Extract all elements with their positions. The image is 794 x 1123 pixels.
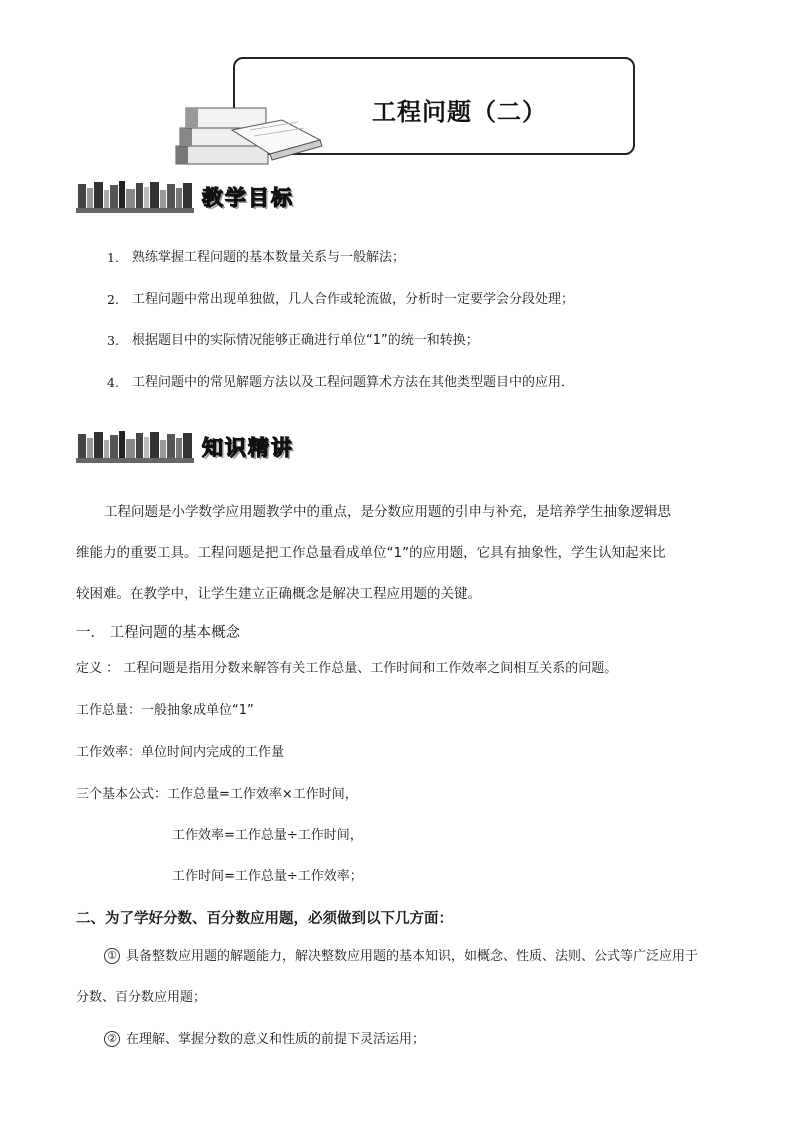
list-item: 1. 熟练掌握工程问题的基本数量关系与一般解法； (107, 250, 406, 265)
circled-number-2: ② (104, 1031, 120, 1047)
list-item: 2. 工程问题中常出现单独做，几人合作或轮流做，分析时一定要学会分段处理； (107, 292, 575, 307)
formula-1: 三个基本公式：工作总量=工作效率×工作时间， (76, 787, 358, 802)
knowledge-banner (76, 428, 316, 468)
work-total-text: 工作总量：一般抽象成单位“1” (76, 703, 254, 718)
part2-item-2: ② 在理解、掌握分数的意义和性质的前提下灵活运用； (104, 1031, 425, 1048)
part2-heading: 二、为了学好分数、百分数应用题，必须做到以下几方面： (76, 911, 453, 927)
circled-number-1: ① (104, 948, 120, 964)
list-item: 4. 工程问题中的常见解题方法以及工程问题算术方法在其他类型题目中的应用． (107, 375, 575, 390)
formula-3: 工作时间=工作总量÷工作效率； (172, 869, 363, 884)
work-efficiency-text: 工作效率：单位时间内完成的工作量 (76, 745, 285, 760)
list-item: 3. 根据题目中的实际情况能够正确进行单位“1”的统一和转换； (107, 333, 479, 348)
page-title: 工程问题（二） (372, 98, 547, 126)
intro-line-3: 较困难。在教学中，让学生建立正确概念是解决工程应用题的关键。 (76, 586, 481, 602)
formula-2: 工作效率=工作总量÷工作时间， (172, 828, 363, 843)
part2-item-1-continuation: 分数、百分数应用题； (76, 990, 207, 1005)
books-illustration-icon (170, 100, 330, 170)
bookshelf-icon (76, 178, 196, 214)
intro-line-2: 维能力的重要工具。工程问题是把工作总量看成单位“1”的应用题，它具有抽象性，学生认知起来比 (76, 545, 666, 561)
objectives-title: 教学目标 (202, 186, 294, 210)
bookshelf-icon (76, 428, 196, 464)
definition-text: 定义 ： 工程问题是指用分数来解答有关工作总量、工作时间和工作效率之间相互关系的问题。 (76, 661, 618, 676)
objectives-banner (76, 178, 316, 218)
intro-line-1: 工程问题是小学数学应用题教学中的重点，是分数应用题的引申与补充，是培养学生抽象逻辑思 (104, 504, 671, 520)
part2-item-1: ① 具备整数应用题的解题能力，解决整数应用题的基本知识，如概念、性质、法则、公式等广泛应用于 (104, 948, 698, 965)
knowledge-title: 知识精讲 (202, 436, 294, 460)
part1-heading: 一． 工程问题的基本概念 (76, 625, 241, 641)
